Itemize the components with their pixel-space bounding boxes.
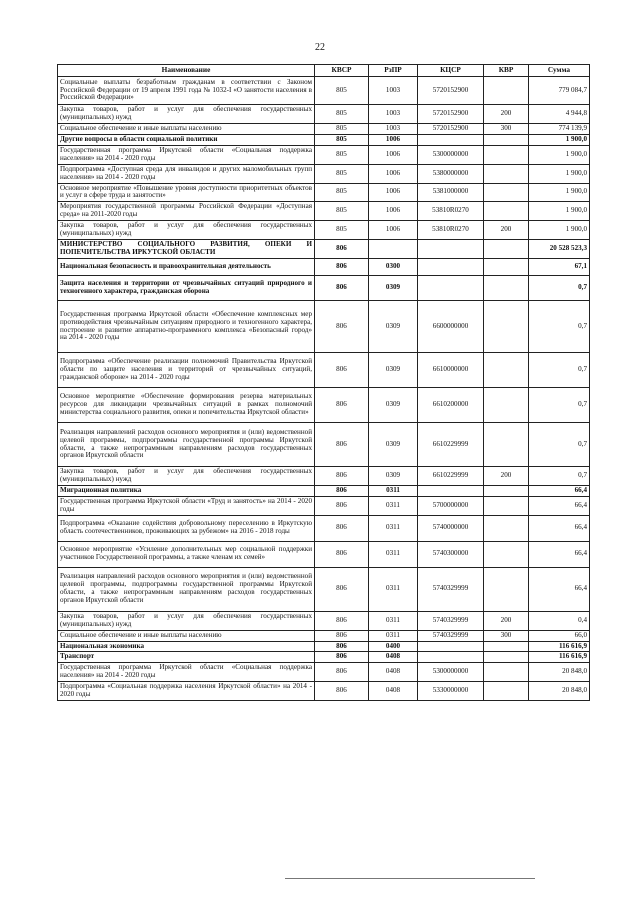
cell-kvr: 200 (484, 221, 529, 240)
cell-sum: 66,4 (529, 496, 590, 515)
cell-name: Основное мероприятие «Усиление дополнительных мер социальной поддержки участников Государственной программы, а также членам их семей» (58, 541, 315, 567)
budget-table (57, 64, 590, 701)
cell-name: Транспорт (58, 652, 315, 663)
cell-sum: 0,7 (529, 467, 590, 486)
cell-name: Государственная программа Иркутской области «Труд и занятость» на 2014 - 2020 годы (58, 496, 315, 515)
cell-name: Основное мероприятие «Обеспечение формирования резерва материальных ресурсов для ликвидации чрезвычайных ситуаций в рамках полномочий министерства социального развития, опеки и попечительства Иркутской области» (58, 388, 315, 423)
cell-rzpr: 1006 (369, 134, 418, 145)
cell-kcsr: 6610200000 (418, 388, 484, 423)
cell-kcsr: 53810R0270 (418, 202, 484, 221)
cell-kcsr: 5740300000 (418, 541, 484, 567)
table-row (58, 105, 590, 124)
cell-kvr (484, 567, 529, 611)
cell-kvsr: 805 (315, 123, 369, 134)
cell-sum: 4 944,8 (529, 105, 590, 124)
table-row (58, 496, 590, 515)
cell-kvsr: 806 (315, 682, 369, 701)
cell-name: Закупка товаров, работ и услуг для обеспечения государственных (муниципальных) нужд (58, 221, 315, 240)
cell-kvr (484, 353, 529, 388)
cell-kcsr (418, 652, 484, 663)
cell-kcsr (418, 259, 484, 276)
table-row (58, 541, 590, 567)
cell-rzpr: 0309 (369, 301, 418, 353)
cell-sum: 1 900,0 (529, 134, 590, 145)
cell-kcsr: 5300000000 (418, 145, 484, 164)
cell-kcsr: 53810R0270 (418, 221, 484, 240)
cell-sum: 20 848,0 (529, 682, 590, 701)
header-name: Наименование (58, 65, 315, 77)
cell-kvr (484, 541, 529, 567)
cell-kvsr: 806 (315, 301, 369, 353)
cell-rzpr: 0311 (369, 496, 418, 515)
cell-kcsr: 5700000000 (418, 496, 484, 515)
cell-kvsr: 806 (315, 515, 369, 541)
cell-sum: 0,4 (529, 611, 590, 630)
cell-sum: 0,7 (529, 353, 590, 388)
cell-kvsr: 806 (315, 641, 369, 652)
cell-sum: 67,1 (529, 259, 590, 276)
cell-kvr: 300 (484, 123, 529, 134)
cell-kcsr: 5720152900 (418, 105, 484, 124)
table-row (58, 515, 590, 541)
header-kvsr: КВСР (315, 65, 369, 77)
table-row (58, 164, 590, 183)
cell-sum: 1 900,0 (529, 183, 590, 202)
table-row (58, 663, 590, 682)
cell-name: Государственная программа Иркутской области «Социальная поддержка населения» на 2014 - 2020 годы (58, 145, 315, 164)
cell-kcsr: 5380000000 (418, 164, 484, 183)
cell-sum: 1 900,0 (529, 164, 590, 183)
cell-rzpr: 0311 (369, 541, 418, 567)
cell-sum: 0,7 (529, 276, 590, 301)
table-row (58, 423, 590, 467)
cell-kvsr: 806 (315, 353, 369, 388)
cell-name: Социальное обеспечение и иные выплаты населению (58, 630, 315, 641)
table-row (58, 630, 590, 641)
cell-rzpr: 1006 (369, 202, 418, 221)
table-row (58, 240, 590, 259)
cell-kvr: 300 (484, 630, 529, 641)
cell-rzpr: 0311 (369, 611, 418, 630)
cell-kvsr: 805 (315, 202, 369, 221)
cell-kvr (484, 663, 529, 682)
cell-rzpr: 1003 (369, 77, 418, 105)
cell-kcsr (418, 134, 484, 145)
cell-kvsr: 805 (315, 221, 369, 240)
cell-kvsr: 806 (315, 541, 369, 567)
cell-kvsr: 805 (315, 105, 369, 124)
table-row (58, 276, 590, 301)
header-kvr: КВР (484, 65, 529, 77)
cell-rzpr: 0311 (369, 485, 418, 496)
cell-kvsr: 805 (315, 164, 369, 183)
cell-rzpr: 0309 (369, 388, 418, 423)
cell-sum: 66,4 (529, 541, 590, 567)
cell-name: Другие вопросы в области социальной политики (58, 134, 315, 145)
cell-kvsr: 806 (315, 485, 369, 496)
cell-kvr (484, 515, 529, 541)
cell-kvsr: 805 (315, 77, 369, 105)
cell-rzpr: 0408 (369, 663, 418, 682)
cell-name: Социальное обеспечение и иные выплаты населению (58, 123, 315, 134)
cell-kcsr (418, 641, 484, 652)
cell-kcsr (418, 240, 484, 259)
cell-kcsr: 5740329999 (418, 567, 484, 611)
cell-kvsr: 806 (315, 663, 369, 682)
cell-sum: 66,4 (529, 515, 590, 541)
cell-sum: 66,4 (529, 485, 590, 496)
table-row (58, 353, 590, 388)
table-row (58, 202, 590, 221)
cell-kvr (484, 388, 529, 423)
cell-rzpr: 1006 (369, 145, 418, 164)
cell-kvr: 200 (484, 467, 529, 486)
page-number: 22 (315, 42, 325, 53)
table-row (58, 259, 590, 276)
cell-sum: 779 084,7 (529, 77, 590, 105)
cell-name: Реализация направлений расходов основного мероприятия и (или) ведомственной целевой программы, подпрограммы государственной программы Иркутской области, а также непрограммным направлениям расходов государственных органов Иркутской области (58, 423, 315, 467)
cell-sum: 0,7 (529, 301, 590, 353)
cell-kcsr: 5740329999 (418, 611, 484, 630)
cell-kcsr: 6600000000 (418, 301, 484, 353)
cell-kvsr: 806 (315, 240, 369, 259)
cell-kvr (484, 682, 529, 701)
cell-kcsr (418, 485, 484, 496)
cell-rzpr (369, 240, 418, 259)
cell-sum: 774 139,9 (529, 123, 590, 134)
header-rzpr: РзПР (369, 65, 418, 77)
bottom-scan-line (285, 878, 535, 879)
cell-kcsr: 5381000000 (418, 183, 484, 202)
cell-kvr (484, 641, 529, 652)
cell-sum: 0,7 (529, 423, 590, 467)
cell-kvsr: 806 (315, 276, 369, 301)
cell-kvr: 200 (484, 611, 529, 630)
cell-sum: 66,0 (529, 630, 590, 641)
cell-sum: 1 900,0 (529, 145, 590, 164)
table-row (58, 301, 590, 353)
table-row (58, 467, 590, 486)
header-kcsr: КЦСР (418, 65, 484, 77)
cell-rzpr: 1006 (369, 164, 418, 183)
table-row (58, 123, 590, 134)
table-row (58, 134, 590, 145)
cell-kvr (484, 145, 529, 164)
cell-kvr (484, 164, 529, 183)
cell-kvsr: 806 (315, 467, 369, 486)
cell-kvr (484, 496, 529, 515)
cell-rzpr: 0400 (369, 641, 418, 652)
cell-kvsr: 806 (315, 496, 369, 515)
table-row (58, 145, 590, 164)
cell-rzpr: 0309 (369, 353, 418, 388)
cell-sum: 20 848,0 (529, 663, 590, 682)
cell-kcsr: 5720152900 (418, 77, 484, 105)
cell-kvsr: 806 (315, 423, 369, 467)
cell-kvsr: 806 (315, 259, 369, 276)
cell-rzpr: 1003 (369, 105, 418, 124)
cell-rzpr: 1003 (369, 123, 418, 134)
cell-name: Государственная программа Иркутской области «Социальная поддержка населения» на 2014 - 2020 годы (58, 663, 315, 682)
header-sum: Сумма (529, 65, 590, 77)
cell-sum: 66,4 (529, 567, 590, 611)
cell-kcsr: 6610000000 (418, 353, 484, 388)
cell-sum: 1 900,0 (529, 202, 590, 221)
cell-name: Основное мероприятие «Повышение уровня доступности приоритетных объектов и услуг в сфере труда и занятости» (58, 183, 315, 202)
cell-kcsr: 6610229999 (418, 423, 484, 467)
cell-name: Закупка товаров, работ и услуг для обеспечения государственных (муниципальных) нужд (58, 611, 315, 630)
table-row (58, 567, 590, 611)
table-row (58, 652, 590, 663)
cell-kvr (484, 183, 529, 202)
cell-rzpr: 0408 (369, 682, 418, 701)
cell-kvr (484, 423, 529, 467)
cell-rzpr: 0311 (369, 515, 418, 541)
cell-kcsr: 5740000000 (418, 515, 484, 541)
table-row (58, 221, 590, 240)
cell-kvsr: 806 (315, 652, 369, 663)
cell-sum: 0,7 (529, 388, 590, 423)
cell-name: Подпрограмма «Доступная среда для инвалидов и других маломобильных групп населения» на 2014 - 2020 годы (58, 164, 315, 183)
cell-kvsr: 806 (315, 630, 369, 641)
cell-kvr (484, 77, 529, 105)
cell-name: Реализация направлений расходов основного мероприятия и (или) ведомственной целевой программы, подпрограммы государственной программы Иркутской области, а также непрограммным направлениям расходов государственных органов Иркутской области (58, 567, 315, 611)
cell-name: Подпрограмма «Социальная поддержка населения Иркутской области» на 2014 - 2020 годы (58, 682, 315, 701)
cell-kcsr: 5720152900 (418, 123, 484, 134)
cell-rzpr: 0309 (369, 467, 418, 486)
table-row (58, 388, 590, 423)
cell-rzpr: 0311 (369, 567, 418, 611)
cell-name: Закупка товаров, работ и услуг для обеспечения государственных (муниципальных) нужд (58, 105, 315, 124)
cell-kvr: 200 (484, 105, 529, 124)
cell-sum: 116 616,9 (529, 652, 590, 663)
cell-kcsr (418, 276, 484, 301)
table-header-row (58, 65, 590, 77)
cell-name: Миграционная политика (58, 485, 315, 496)
cell-rzpr: 0309 (369, 276, 418, 301)
cell-kvr (484, 259, 529, 276)
table-row (58, 485, 590, 496)
cell-name: МИНИСТЕРСТВО СОЦИАЛЬНОГО РАЗВИТИЯ, ОПЕКИ И ПОПЕЧИТЕЛЬСТВА ИРКУТСКОЙ ОБЛАСТИ (58, 240, 315, 259)
cell-kvr (484, 240, 529, 259)
cell-rzpr: 0300 (369, 259, 418, 276)
cell-kvr (484, 301, 529, 353)
table-row (58, 682, 590, 701)
cell-sum: 1 900,0 (529, 221, 590, 240)
cell-name: Подпрограмма «Обеспечение реализации полномочий Правительства Иркутской области по защите населения и территорий от чрезвычайных ситуаций, гражданской обороне» на 2014 - 2020 годы (58, 353, 315, 388)
cell-name: Мероприятия государственной программы Российской Федерации «Доступная среда» на 2011-2020 годы (58, 202, 315, 221)
cell-kvr (484, 134, 529, 145)
cell-rzpr: 0309 (369, 423, 418, 467)
cell-kvsr: 806 (315, 388, 369, 423)
cell-rzpr: 0311 (369, 630, 418, 641)
cell-kvsr: 806 (315, 611, 369, 630)
cell-name: Подпрограмма «Оказание содействия добровольному переселению в Иркутскую область соотечественников, проживающих за рубежом» на 2016 - 2018 годы (58, 515, 315, 541)
cell-sum: 116 616,9 (529, 641, 590, 652)
cell-kvr (484, 202, 529, 221)
cell-name: Закупка товаров, работ и услуг для обеспечения государственных (муниципальных) нужд (58, 467, 315, 486)
cell-kvsr: 805 (315, 183, 369, 202)
cell-rzpr: 1006 (369, 183, 418, 202)
cell-sum: 20 528 523,3 (529, 240, 590, 259)
cell-kvr (484, 652, 529, 663)
cell-kvr (484, 485, 529, 496)
cell-rzpr: 1006 (369, 221, 418, 240)
cell-kcsr: 6610229999 (418, 467, 484, 486)
table-row (58, 77, 590, 105)
cell-kvsr: 806 (315, 567, 369, 611)
cell-name: Защита населения и территории от чрезвычайных ситуаций природного и техногенного характера, гражданская оборона (58, 276, 315, 301)
cell-rzpr: 0408 (369, 652, 418, 663)
cell-kvsr: 805 (315, 134, 369, 145)
table-row (58, 183, 590, 202)
cell-kvr (484, 276, 529, 301)
cell-name: Государственная программа Иркутской области «Обеспечение комплексных мер противодействия чрезвычайным ситуациям природного и техногенного характера, построение и развитие аппаратно-программного комплекса «Безопасный город» на 2014 - 2020 годы (58, 301, 315, 353)
cell-kcsr: 5300000000 (418, 663, 484, 682)
cell-kvsr: 805 (315, 145, 369, 164)
table-row (58, 611, 590, 630)
table-row (58, 641, 590, 652)
cell-kcsr: 5330000000 (418, 682, 484, 701)
cell-name: Национальная безопасность и правоохранительная деятельность (58, 259, 315, 276)
cell-name: Социальные выплаты безработным гражданам в соответствии с Законом Российской Федерации от 19 апреля 1991 года № 1032-I «О занятости населения в Российской Федерации» (58, 77, 315, 105)
cell-name: Национальная экономика (58, 641, 315, 652)
cell-kcsr: 5740329999 (418, 630, 484, 641)
